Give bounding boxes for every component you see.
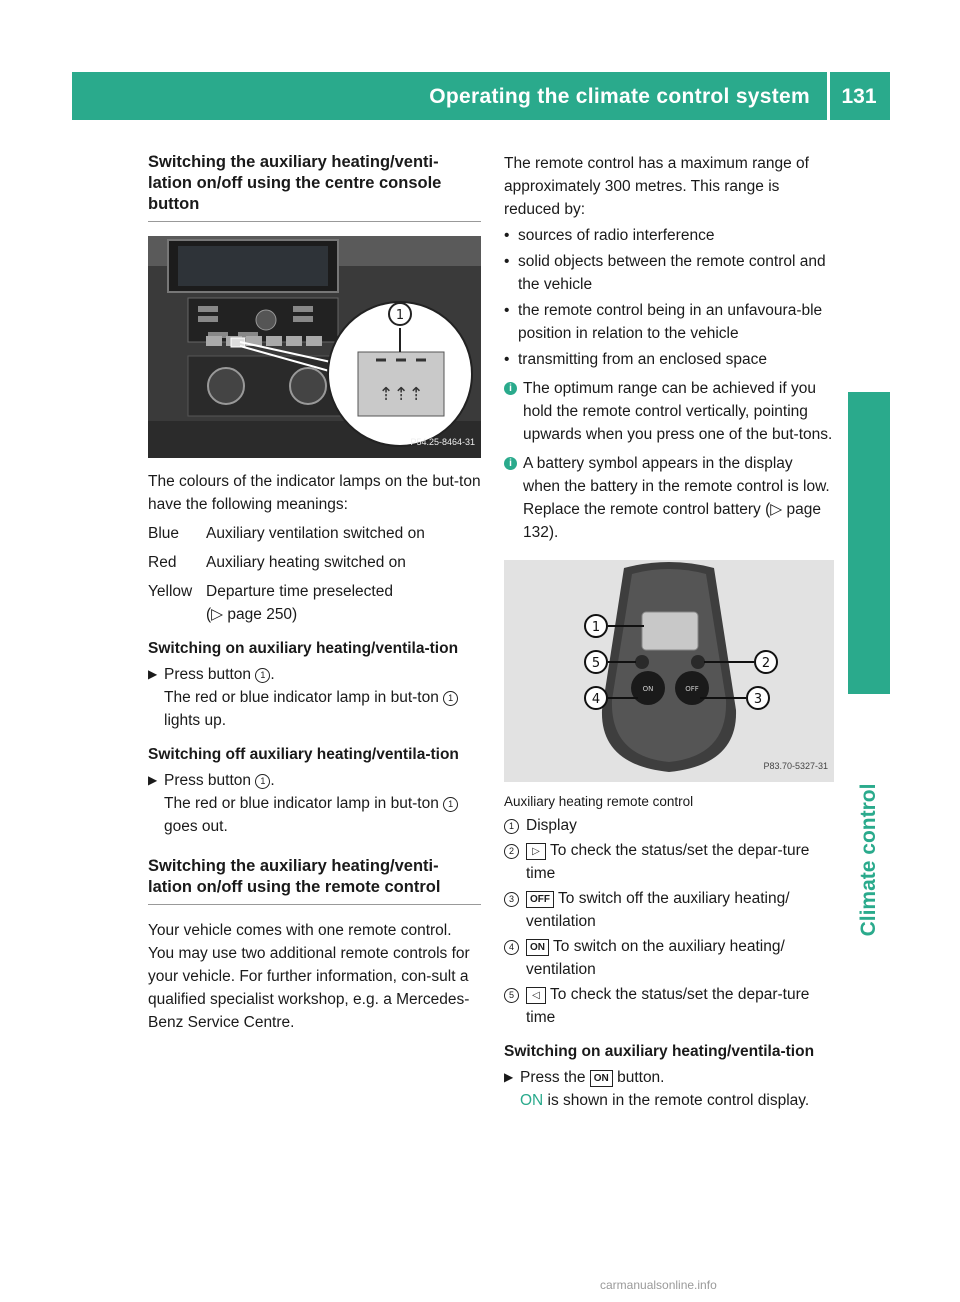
range-bullet: • the remote control being in an unfavoura-ble position in relation to the vehicle — [504, 302, 823, 342]
on-key-icon: ON — [526, 939, 549, 956]
off-key-icon: OFF — [526, 891, 554, 908]
step-arrow-icon: ▶ — [504, 1070, 514, 1084]
remote-control-photo — [504, 560, 834, 782]
color-term: Red — [148, 554, 177, 571]
heading-remote-control: Switching the auxiliary heating/venti-lation on/off using the remote control — [148, 856, 481, 905]
right-column — [504, 152, 834, 1112]
heading-centre-console: Switching the auxiliary heating/venti-lation on/off using the centre console button — [148, 152, 481, 222]
step-on-console: ▶ Press button 1 . The red or blue indicator lamp in but-ton 1 lights up. — [148, 663, 481, 732]
remote-off-key-label: OFF — [685, 685, 699, 693]
figure2-callout: 1 — [591, 620, 601, 635]
color-term: Blue — [148, 525, 180, 542]
callout-1-icon: 1 — [255, 668, 270, 683]
info-icon: i — [504, 457, 517, 470]
legend-item: 2 ▷ To check the status/set the depar-ture time — [504, 839, 834, 885]
figure2-caption: Auxiliary heating remote control — [504, 794, 694, 809]
color-term: Yellow — [148, 583, 193, 600]
range-bullet: • transmitting from an enclosed space — [504, 351, 767, 368]
callout-5-icon: 5 — [504, 988, 519, 1003]
heading-switch-on-console: Switching on auxiliary heating/ventila-tion — [148, 640, 459, 657]
watermark: carmanualsonline.info — [600, 1278, 717, 1292]
color-row-yellow — [148, 580, 481, 626]
callout-3-icon: 3 — [504, 892, 519, 907]
note-battery: i A battery symbol appears in the display when the battery in the remote control is low. Replace the remote control battery (▷ page 132). — [504, 452, 834, 544]
step-arrow-icon: ▶ — [148, 667, 158, 681]
on-key-icon: ON — [590, 1070, 613, 1087]
page-ref-arrow-icon: ▷ — [211, 606, 228, 623]
step-result: The red or blue indicator lamp in but-ton — [164, 795, 444, 812]
side-tab-label — [848, 760, 890, 960]
legend-item: 4 ON To switch on the auxiliary heating/ ventilation — [504, 935, 834, 981]
figure2-callout: 5 — [591, 656, 601, 671]
callout-1-icon: 1 — [504, 819, 519, 834]
callout-1-icon: 1 — [255, 774, 270, 789]
color-desc: Departure time preselected (▷ page 250) — [206, 583, 393, 623]
callout-2-icon: 2 — [504, 844, 519, 859]
figure2-callout: 4 — [591, 692, 601, 707]
page-ref-arrow-icon: ▷ — [770, 501, 787, 518]
note-optimum-range: i The optimum range can be achieved if you hold the remote control vertically, pointing upwards when you press one of the but-tons. — [504, 377, 834, 446]
back-key-icon: ◁ — [526, 987, 546, 1004]
step-result: The red or blue indicator lamp in but-ton — [164, 689, 444, 706]
header-title: Operating the climate control system — [429, 85, 810, 108]
figure1-ref: P54.25-8464-31 — [410, 437, 475, 447]
range-intro: The remote control has a maximum range of approximately 300 metres. This range is reduced by: — [504, 155, 809, 218]
color-desc: Auxiliary heating switched on — [206, 554, 406, 571]
range-bullet: • sources of radio interference — [504, 227, 715, 244]
callout-1-icon: 1 — [443, 797, 458, 812]
remote-control-illustration — [504, 560, 834, 782]
left-column — [148, 152, 481, 1034]
display-message-on: ON — [520, 1092, 544, 1109]
indicator-intro: The colours of the indicator lamps on the but-ton have the following meanings: — [148, 473, 481, 513]
remote-intro: Your vehicle comes with one remote control. You may use two additional remote controls for your vehicle. For further information, con-sult a qualified specialist workshop, e.g. a Mercedes-Benz Service Centre. — [148, 922, 470, 1031]
header-divider — [827, 72, 830, 120]
heading-switch-off-console: Switching off auxiliary heating/ventila-tion — [148, 746, 459, 763]
color-row-blue — [148, 522, 481, 545]
range-bullet: • solid objects between the remote control and the vehicle — [504, 253, 826, 293]
page-number: 131 — [841, 85, 877, 108]
info-icon: i — [504, 382, 517, 395]
legend-item: 5 ◁ To check the status/set the depar-ture time — [504, 983, 834, 1029]
page-ref-link-250[interactable]: page 250) — [227, 606, 298, 623]
step-off-console: ▶ Press button 1 . The red or blue indicator lamp in but-ton 1 goes out. — [148, 769, 481, 838]
side-tab-marker — [848, 392, 890, 694]
callout-4-icon: 4 — [504, 940, 519, 955]
page-ref-link-132[interactable]: page 132). — [523, 501, 821, 541]
centre-console-illustration — [148, 236, 481, 458]
page-header — [72, 72, 890, 120]
step-text: Press button — [164, 772, 256, 789]
step-on-remote: ▶ Press the ON button. ON is shown in the remote control display. — [504, 1066, 834, 1112]
svg-text:⇡⇡⇡: ⇡⇡⇡ — [378, 384, 424, 405]
remote-on-key-label: ON — [642, 685, 654, 693]
centre-console-photo — [148, 236, 481, 458]
color-row-red — [148, 551, 481, 574]
legend-item: 1 Display — [504, 814, 834, 837]
side-tab-text: Climate control — [857, 783, 880, 937]
step-arrow-icon: ▶ — [148, 773, 158, 787]
legend-item: 3 OFF To switch off the auxiliary heating/ ventilation — [504, 887, 834, 933]
figure1-callout: 1 — [395, 308, 405, 323]
heading-switch-on-remote: Switching on auxiliary heating/ventila-tion — [504, 1043, 815, 1060]
color-desc: Auxiliary ventilation switched on — [206, 525, 425, 542]
callout-1-icon: 1 — [443, 691, 458, 706]
color-desc-text: Departure time preselected — [206, 583, 393, 600]
step-text: Press button — [164, 666, 256, 683]
forward-key-icon: ▷ — [526, 843, 546, 860]
figure2-callout: 3 — [753, 692, 763, 707]
figure2-callout: 2 — [761, 656, 771, 671]
figure2-ref: P83.70-5327-31 — [763, 761, 828, 771]
